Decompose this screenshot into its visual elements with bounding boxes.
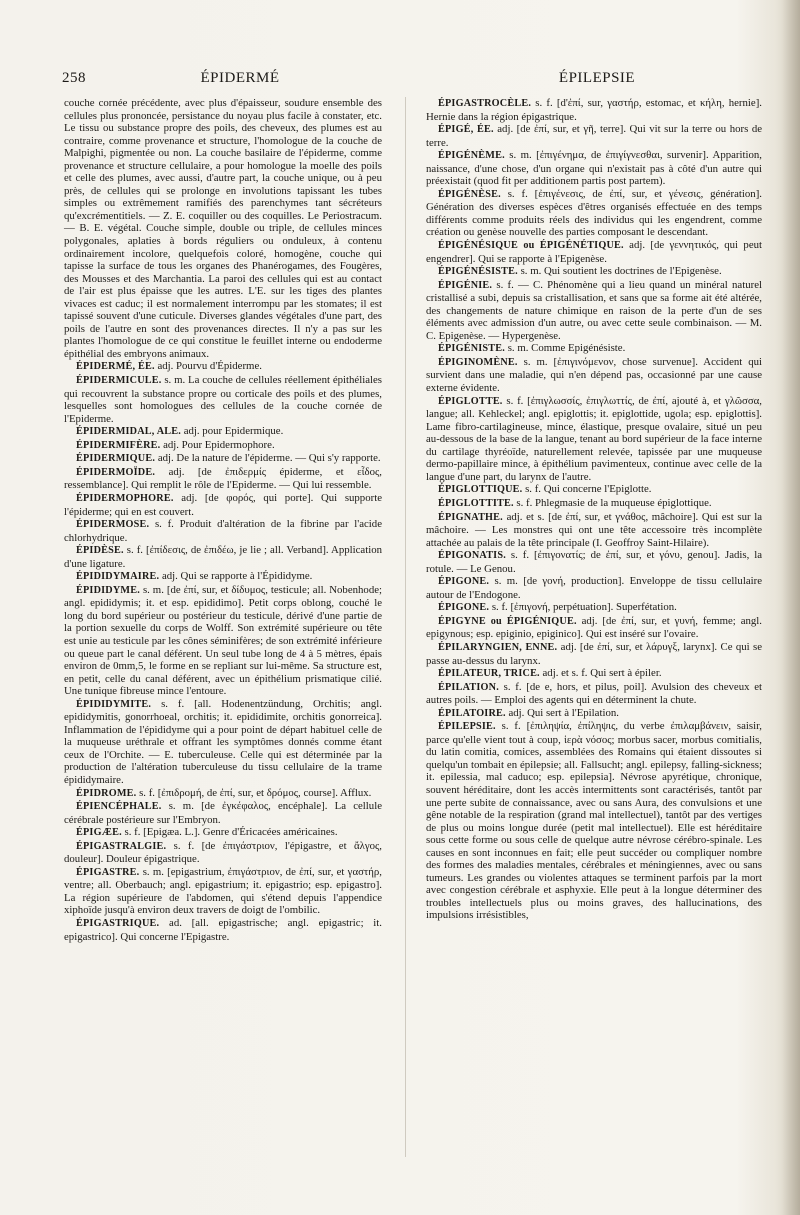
entry-definition: adj. [de ἐπί, sur, et λάρυγξ, larynx]. Ce qui se passe au-dessus du larynx. bbox=[426, 640, 762, 667]
dictionary-entry bbox=[64, 425, 382, 439]
entry-definition: adj. [de γεννητικός, qui peut engendrer]. Qui se rapporte à l'Epigenèse. bbox=[426, 239, 763, 265]
dictionary-entry bbox=[426, 511, 762, 550]
right-column bbox=[426, 97, 762, 922]
entry-definition: s. m. Comme Epigénésiste. bbox=[507, 342, 626, 355]
dictionary-entry bbox=[426, 279, 762, 343]
right-running-head: ÉPILEPSIE bbox=[558, 70, 636, 86]
entry-headword: ÉPIGÉ, ÉE. bbox=[438, 124, 494, 136]
running-header bbox=[62, 70, 776, 94]
entry-definition: ad. [all. epigastrische; angl. epigastric; it. epigastrico]. Qui concerne l'Epigastre. bbox=[64, 917, 383, 943]
entry-headword: ÉPIGLOTTE. bbox=[438, 395, 503, 407]
entry-definition: couche cornée précédente, avec plus d'épaisseur, soudure ensemble des cellules plus prononcée, persistance du noyau plus facile à constater, etc. Le tissu ou substance propre des poils, des cheveux, des plumes est au contraire, comme provenance et structure, l'homologue de la couche de Malpighi, pigmentée ou non. La couche basilaire de l'épiderme, comme provenance et structure cellulaire, a pour homologue la moelle des poils et celle des plumes, avec aussi, d'autre part, la couche unique, ou à peu près, de cellules qui se prolonge en involutions tapissant les tubes simples ou extrêmement ramifiés des parenchymes tant sécréteurs qu'excrémentitiels. — Z. E. coquiller ou des coquilles. Le Periostracum. — B. E. végétal. Couche simple, double ou triple, de cellules minces polygonales, aplaties à bords réguliers ou onduleux, à contenu ordinairement incolore, quelquefois coloré, homogène, couche qui tapisse la surface de tous les organes des Phanérogames, des Fougères, des Mousses et des Marchantia. La paroi des cellules qui est au contact de l'air est plus épaisse que les autres. L'E. sur les tiges des plantes vivaces est caduc; il est normalement interrompu par les stomates; il est tapissé souvent d'une cuticule. Diverses glandes végétales d'une part, des poils de l'autre en sont des provenances directes. Il n'y a pas sur les plantes l'homologue de ce qui constitue le feuillet interne ou endoderme épithélial des embryons animaux. bbox=[64, 97, 382, 360]
dictionary-entry bbox=[64, 374, 382, 425]
dictionary-entry bbox=[64, 544, 382, 570]
entry-headword: ÉPIGÉNIE. bbox=[438, 279, 493, 291]
entry-definition: adj. [de ἐπιδερμίς épiderme, et εἶδος, ressemblance]. Qui remplit le rôle de l'Epiderme. — Qui lui ressemble. bbox=[64, 465, 382, 492]
entry-definition: s. m. [ἐπιγένημα, de ἐπιγίγνεσθαι, survenir]. Apparition, naissance, d'une chose, d'un organe qui n'existait pas à côté d'un autre qui préexistait (quod fit per additionem partis post partem). bbox=[426, 149, 762, 188]
entry-headword: ÉPIGÉNISTE. bbox=[438, 343, 506, 355]
entry-headword: ÉPIDIDYME. bbox=[76, 584, 140, 596]
entry-definition: adj. Pour Epidermophore. bbox=[163, 438, 275, 451]
entry-headword: ÉPIGÉNÉSIQUE ou ÉPIGÉNÉTIQUE. bbox=[438, 240, 624, 252]
dictionary-entry bbox=[64, 466, 382, 492]
dictionary-entry bbox=[64, 840, 382, 866]
entry-headword: ÉPILATEUR, TRICE. bbox=[438, 668, 540, 680]
entry-headword: ÉPIENCÉPHALE. bbox=[76, 801, 162, 813]
entry-headword: ÉPIGÆE. bbox=[76, 827, 122, 839]
page-edge-shadow bbox=[782, 0, 800, 1215]
entry-definition: s. f. Produit d'altération de la fibrine par l'acide chlorhydrique. bbox=[64, 518, 383, 544]
dictionary-entry bbox=[426, 497, 762, 511]
entry-definition: s. m. [ἐπιγινόμενον, chose survenue]. Accident qui survient dans une maladie, qui n'en dépend pas, occasionné par une cause externe évidente. bbox=[426, 355, 763, 395]
dictionary-entry bbox=[426, 239, 762, 265]
dictionary-entry bbox=[64, 787, 382, 801]
entry-definition: s. m. La couche de cellules réellement épithéliales qui recouvrent la substance propre ou corticale des poils et des plumes, lesquelles sont homologues des cellules de la couche cornée de l'Epiderme. bbox=[64, 374, 382, 425]
entry-definition: s. f. [ἐπιγονατίς; de ἐπί, sur, et γόνυ, genou]. Jadis, la rotule. — Le Genou. bbox=[426, 549, 763, 575]
dictionary-entry bbox=[426, 123, 762, 149]
dictionary-entry bbox=[426, 641, 762, 667]
entry-definition: s. f. [ἐπιγένεσις, de ἐπί, sur, et γένεσις, génération]. Génération des diverses espèces d'êtres organisés effectuée en des temps différents comme produits réels des individus qui les engendrent, comme création ou genèse nouvelle des parties composant le descendant. bbox=[426, 187, 762, 239]
left-column bbox=[64, 97, 382, 943]
entry-definition: adj. pour Epidermique. bbox=[183, 425, 284, 438]
entry-definition: s. f. — C. Phénomène qui a lieu quand un minéral naturel cristallisé a subi, depuis sa cristallisation, et sans que sa forme ait été altérée, des changements de nature chimique en raison de la perte d'un de ses éléments avec admission d'un autre, ou avec cette seule combinaison. — M. C. Epigenèse. — Hypergenèse. bbox=[426, 278, 763, 342]
dictionary-entry bbox=[426, 549, 762, 575]
page-number: 258 bbox=[62, 70, 86, 86]
entry-definition: adj. [de φορός, qui porte]. Qui supporte l'épiderme; qui en est couvert. bbox=[64, 491, 382, 518]
dictionary-entry bbox=[64, 800, 382, 826]
entry-headword: ÉPIDIDYMITE. bbox=[76, 698, 152, 710]
entry-definition: s. f. [de e, hors, et pilus, poil]. Avulsion des cheveux et autres poils. — Emploi des agents qui en déterminent la chute. bbox=[426, 680, 763, 707]
entry-headword: ÉPIGÉNÈME. bbox=[438, 150, 505, 162]
entry-definition: adj. De la nature de l'épiderme. — Qui s'y rapporte. bbox=[157, 452, 381, 465]
dictionary-entry bbox=[426, 265, 762, 279]
entry-headword: ÉPIDÈSE. bbox=[76, 545, 124, 557]
entry-headword: ÉPIGLOTTITE. bbox=[438, 497, 514, 509]
entry-definition: s. f. [ἐπιγλωσσίς, ἐπιγλωττίς, de ἐπί, ajouté à, et γλῶσσα, langue; all. Kehleckel; angl. epiglottis; it. epiglottide, ugola; esp. epiglottis]. Lame fibro-cartilagineuse, mince, élastique, presque ovalaire, situé un peu au-dessous de la base de la langue, tenant au bord supérieur de la face interne du cartilage thyréoïde, naturellement relevée, tapissée par une muqueuse dermo-papillaire mince, à épithélium pavimenteux, continue avec celle de la langue d'une part, du larynx de l'autre. bbox=[426, 394, 763, 483]
entry-headword: ÉPIGINOMÈNE. bbox=[438, 356, 518, 368]
dictionary-entry bbox=[426, 720, 762, 922]
entry-headword: ÉPILARYNGIEN, ENNE. bbox=[438, 641, 558, 653]
entry-definition: adj. Qui se rapporte à l'Épididyme. bbox=[161, 570, 313, 583]
dictionary-entry bbox=[64, 570, 382, 584]
entry-definition: s. f. [d'ἐπί, sur, γαστήρ, estomac, et κήλη, hernie]. Hernie dans la région épigastrique. bbox=[426, 97, 762, 123]
dictionary-entry bbox=[64, 866, 382, 917]
dictionary-entry bbox=[426, 615, 762, 641]
dictionary-entry bbox=[64, 518, 382, 544]
entry-definition: adj. [de ἐπί, sur, et γυνή, femme; angl. epigynous; esp. epiginio, epiginico]. Qui est inséré sur l'ovaire. bbox=[426, 614, 762, 641]
entry-definition: adj. Qui sert à l'Epilation. bbox=[508, 706, 619, 719]
dictionary-entry bbox=[64, 439, 382, 453]
dictionary-entry bbox=[426, 575, 762, 601]
entry-headword: ÉPIDERMOÏDE. bbox=[76, 466, 156, 478]
entry-headword: ÉPIDERMOSE. bbox=[76, 519, 150, 531]
dictionary-entry bbox=[426, 149, 762, 188]
entry-headword: ÉPIDERMÉ, ÉE. bbox=[76, 361, 155, 373]
entry-headword: ÉPIDERMIFÈRE. bbox=[76, 439, 161, 451]
entry-headword: ÉPIGYNE ou ÉPIGÉNIQUE. bbox=[438, 615, 577, 627]
entry-definition: s. f. [ἐπιδρομή, de ἐπί, sur, et δρόμος, course]. Afflux. bbox=[139, 786, 372, 799]
dictionary-entry bbox=[426, 681, 762, 707]
entry-definition: s. m. [de ἐπί, sur, et δίδυμος, testicule; all. Nobenhode; angl. epididymis; it. et esp. epididimo]. Petit corps oblong, couché le long du bord supérieur ou postérieur du testicule, dérivé d'une partie de la portion sexuelle du corps de Wolff. Son extrémité supérieure ou tête est unie au testicule par les cônes séminifères; de son extrémité inférieure ou queue part le canal déférent. Un seul tube long de 4 à 5 mètres, épais environ de 0mm,5, le forme en se repliant sur lui-même. Sa structure est, en petit, celle du canal déférent, avec un épithélium prismatique cilié. Une tunique fibreuse mince l'entoure. bbox=[64, 583, 383, 698]
entry-definition: s. f. [Epigæa. L.]. Genre d'Éricacées américaines. bbox=[124, 826, 338, 839]
dictionary-entry bbox=[426, 667, 762, 681]
entry-definition: adj. et s. f. Qui sert à épiler. bbox=[542, 667, 662, 680]
entry-definition: s. f. Qui concerne l'Epiglotte. bbox=[525, 483, 652, 496]
dictionary-entry bbox=[426, 97, 762, 123]
entry-definition: s. m. Qui soutient les doctrines de l'Epigenèse. bbox=[520, 265, 722, 278]
dictionary-entry bbox=[426, 707, 762, 721]
entry-headword: ÉPIGASTRIQUE. bbox=[76, 918, 160, 929]
entry-headword: ÉPILATOIRE. bbox=[438, 707, 506, 719]
entry-headword: ÉPIGONATIS. bbox=[438, 550, 506, 562]
dictionary-entry bbox=[64, 826, 382, 840]
dictionary-entry bbox=[64, 917, 382, 943]
dictionary-entry bbox=[64, 492, 382, 518]
dictionary-entry bbox=[64, 698, 382, 787]
entry-headword: ÉPILEPSIE. bbox=[438, 721, 496, 733]
dictionary-entry bbox=[64, 97, 382, 360]
entry-headword: ÉPIGÉNÈSE. bbox=[438, 188, 501, 200]
entry-headword: ÉPIGASTRE. bbox=[76, 866, 140, 878]
entry-headword: ÉPIDROME. bbox=[76, 787, 137, 799]
column-divider bbox=[405, 97, 406, 1157]
entry-headword: ÉPIDERMIDAL, ALE. bbox=[76, 426, 182, 438]
entry-headword: ÉPIGASTRALGIE. bbox=[76, 840, 167, 852]
entry-headword: ÉPIGLOTTIQUE. bbox=[438, 484, 523, 496]
entry-definition: adj. [de ἐπί, sur, et γῆ, terre]. Qui vit sur la terre ou hors de terre. bbox=[426, 123, 763, 149]
entry-definition: s. f. [ἐπίδεσις, de ἐπιδέω, je lie ; all. Verband]. Application d'une ligature. bbox=[64, 544, 383, 570]
dictionary-entry bbox=[426, 188, 762, 239]
entry-headword: ÉPIGÉNÉSISTE. bbox=[438, 266, 518, 278]
dictionary-entry bbox=[64, 452, 382, 466]
entry-definition: s. f. [de ἐπιγάστριον, l'épigastre, et ἄλγος, douleur]. Douleur épigastrique. bbox=[64, 839, 382, 866]
entry-definition: s. f. [ἐπιληψία, ἐπίληψις, du verbe ἐπιλαμβάνειν, saisir, parce qu'elle vient tout à coup, ἱερὰ νόσος; morbus sacer, morbus comitialis, du latin comitia, comices, assemblées des Romains qui étaient dissoutes si quelqu'un tombait en épilepsie; all. Fallsucht; angl. epilepsy, falling-sickness; it. epilessia, mal caduco; esp. epilepsia]. Névrose apyrétique, chronique, souvent héréditaire, dont les accès intermittents sont caractérisés, tantôt par une perte subite de connaissance, avec ou sans Aura, des convulsions et une gêne notable de la respiration (grand mal intellectuel), tantôt par des vertiges de plus ou moins longue durée (petit mal intellectuel). Elle est héréditaire sous cette forme ou sous celle de quelque autre névrose cérébro-spinale. Les causes en sont inconnues en fait; elle peut succéder ou compliquer nombre des formes des maladies mentales, cérébrales et méningiennes, avec ou sans tumeurs. Les grandes ou violentes attaques se terminent parfois par la mort avec congestion cérébrale et asphyxie. Elle peut à la longue déterminer des troubles intellectuels plus ou moins graves, des hallucinations, des impulsions irrésistibles, bbox=[426, 720, 762, 922]
dictionary-entry bbox=[426, 601, 762, 615]
dictionary-entry bbox=[64, 584, 382, 698]
entry-definition: adj. Pourvu d'Épiderme. bbox=[157, 360, 262, 373]
entry-definition: s. m. [de ἐγκέφαλος, encéphale]. La cellule cérébrale postérieure sur l'Embryon. bbox=[64, 800, 382, 826]
dictionary-entry bbox=[426, 395, 762, 484]
entry-definition: s. f. [all. Hodenentzündung, Orchitis; angl. epididymitis, gonorrhoeal, orchitis; it. epididimite, orchitis gonorreica]. Inflammation de l'épididyme qui a pour point de départ habituel celle de la muqueuse uréthrale et offrant les symptômes donnés comme étant ceux de l'Orchite. — E. tuberculeuse. Celle qui est déterminée par la production de l'altération tuberculeuse du tissu cellulaire de la trame épididymaire. bbox=[64, 697, 382, 786]
dictionary-entry bbox=[64, 360, 382, 374]
entry-definition: s. f. [ἐπιγονή, perpétuation]. Superfétation. bbox=[491, 601, 677, 614]
entry-headword: ÉPIGASTROCÈLE. bbox=[438, 98, 532, 109]
entry-headword: ÉPIDIDYMAIRE. bbox=[76, 571, 160, 583]
entry-headword: ÉPIGNATHE. bbox=[438, 511, 503, 523]
entry-headword: ÉPIGONE. bbox=[438, 602, 490, 614]
entry-definition: adj. et s. [de ἐπί, sur, et γνάθος, mâchoire]. Qui est sur la mâchoire. — Les monstres qui ont une tête accessoire très incomplète attachée au palais de la tête principale (I. Geoffroy Saint-Hilaire). bbox=[426, 510, 762, 549]
entry-headword: ÉPIDERMICULE. bbox=[76, 375, 162, 387]
entry-definition: s. f. Phlegmasie de la muqueuse épiglottique. bbox=[516, 496, 712, 509]
left-running-head: ÉPIDERMÉ bbox=[200, 70, 280, 86]
entry-headword: ÉPIDERMOPHORE. bbox=[76, 492, 174, 504]
entry-definition: s. m. [de γονή, production]. Enveloppe de tissu cellulaire autour de l'Endogone. bbox=[426, 575, 762, 601]
dictionary-entry bbox=[426, 342, 762, 356]
entry-headword: ÉPIDERMIQUE. bbox=[76, 453, 156, 465]
entry-definition: s. m. [epigastrium, ἐπιγάστριον, de ἐπί, sur, et γαστήρ, ventre; all. Oberbauch; angl. epigastrium; it. epigastrio; esp. epigastro]. La région supérieure de l'abdomen, qui s'étend depuis l'appendice xiphoïde jusqu'à environ deux travers de doigt de l'ombilic. bbox=[64, 865, 382, 917]
entry-headword: ÉPILATION. bbox=[438, 681, 499, 693]
dictionary-entry bbox=[426, 356, 762, 395]
entry-headword: ÉPIGONE. bbox=[438, 576, 490, 588]
dictionary-entry bbox=[426, 483, 762, 497]
